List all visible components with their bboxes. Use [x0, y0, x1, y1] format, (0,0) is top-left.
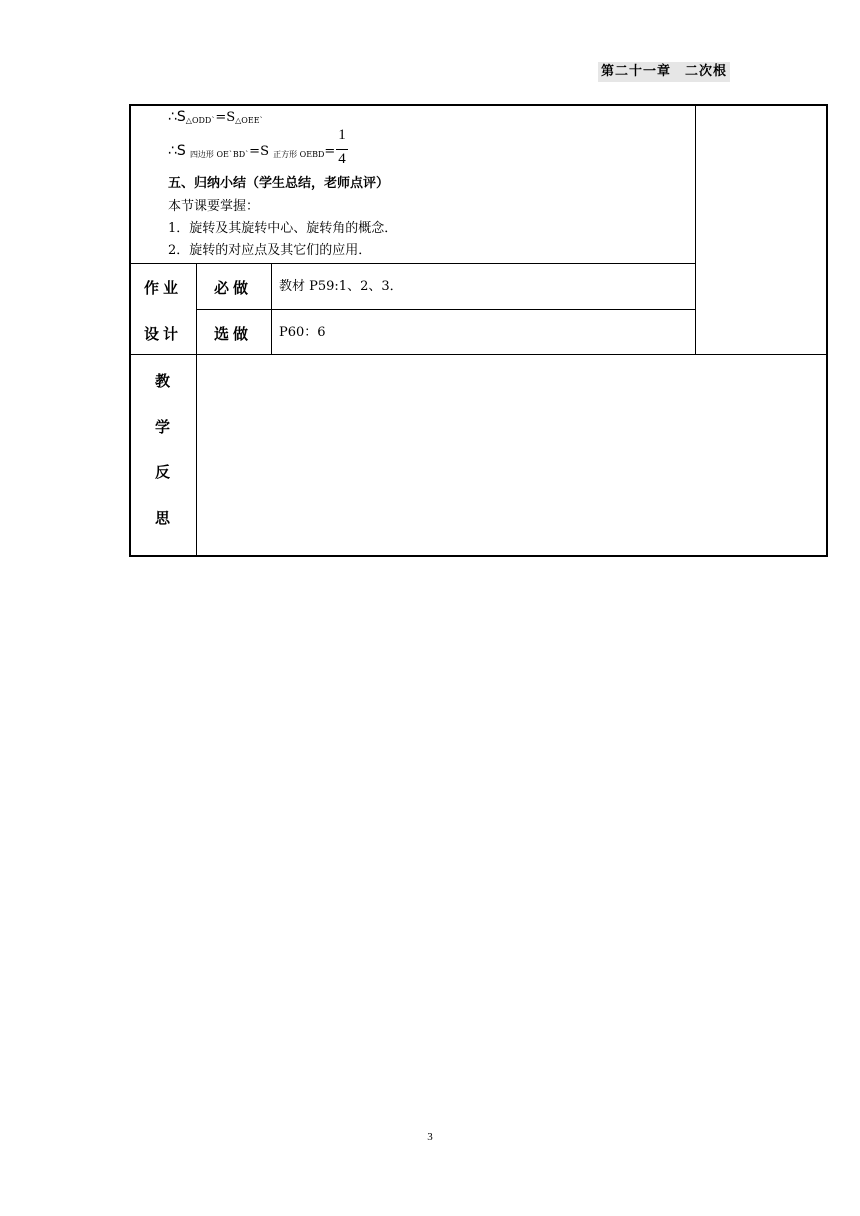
reflection-char-3: 反: [155, 463, 175, 481]
homework-bottom-line: [130, 354, 827, 355]
optional-label: 选做: [214, 325, 253, 343]
table-top-border: [129, 104, 828, 106]
equals-sign: =: [324, 144, 336, 159]
subscript-quadrilateral: 四边形 OE`BD`: [189, 150, 250, 159]
summary-point-1: 1．旋转及其旋转中心、旋转角的概念．: [168, 221, 398, 236]
table-right-border: [826, 104, 828, 557]
subscript-square: 正方形 OEBD: [273, 150, 325, 159]
reflection-char-1: 教: [155, 372, 175, 390]
label-column-divider: [196, 263, 197, 556]
therefore-symbol-2: ∴S: [168, 143, 186, 159]
fraction-denominator: 4: [338, 151, 346, 167]
table-left-border: [129, 104, 131, 557]
summary-section-title: 五、归纳小结（学生总结，老师点评）: [168, 176, 390, 191]
subscript-triangle-odd: △ODD`: [185, 116, 216, 125]
equation-area-quadrilateral: [168, 142, 335, 164]
sublabel-column-divider: [271, 263, 272, 355]
equals-s: =S: [215, 110, 236, 125]
equation-area-triangles: [168, 108, 264, 130]
reflection-char-2: 学: [155, 418, 175, 436]
required-value: 教材 P59:1、2、3．: [279, 279, 403, 294]
fraction-numerator: 1: [338, 127, 346, 143]
fraction-bar: [336, 149, 348, 150]
subscript-triangle-oee: △OEE`: [235, 116, 264, 125]
optional-value: P60：6: [279, 325, 326, 340]
table-bottom-border: [129, 555, 828, 557]
homework-label-line-1: 作业: [144, 279, 183, 297]
reflection-char-4: 思: [155, 509, 175, 527]
equals-s-2: =S: [249, 144, 269, 159]
summary-point-2: 2．旋转的对应点及其它们的应用．: [168, 243, 372, 258]
chapter-header: 第二十一章 二次根: [598, 62, 730, 82]
content-bottom-line: [130, 263, 696, 264]
therefore-symbol: ∴S: [168, 109, 186, 125]
required-label: 必做: [214, 279, 253, 297]
homework-label-line-2: 设计: [144, 325, 183, 343]
page-number: 3: [427, 1131, 433, 1143]
summary-intro: 本节课要掌握：: [168, 199, 260, 214]
content-right-divider: [695, 104, 696, 355]
